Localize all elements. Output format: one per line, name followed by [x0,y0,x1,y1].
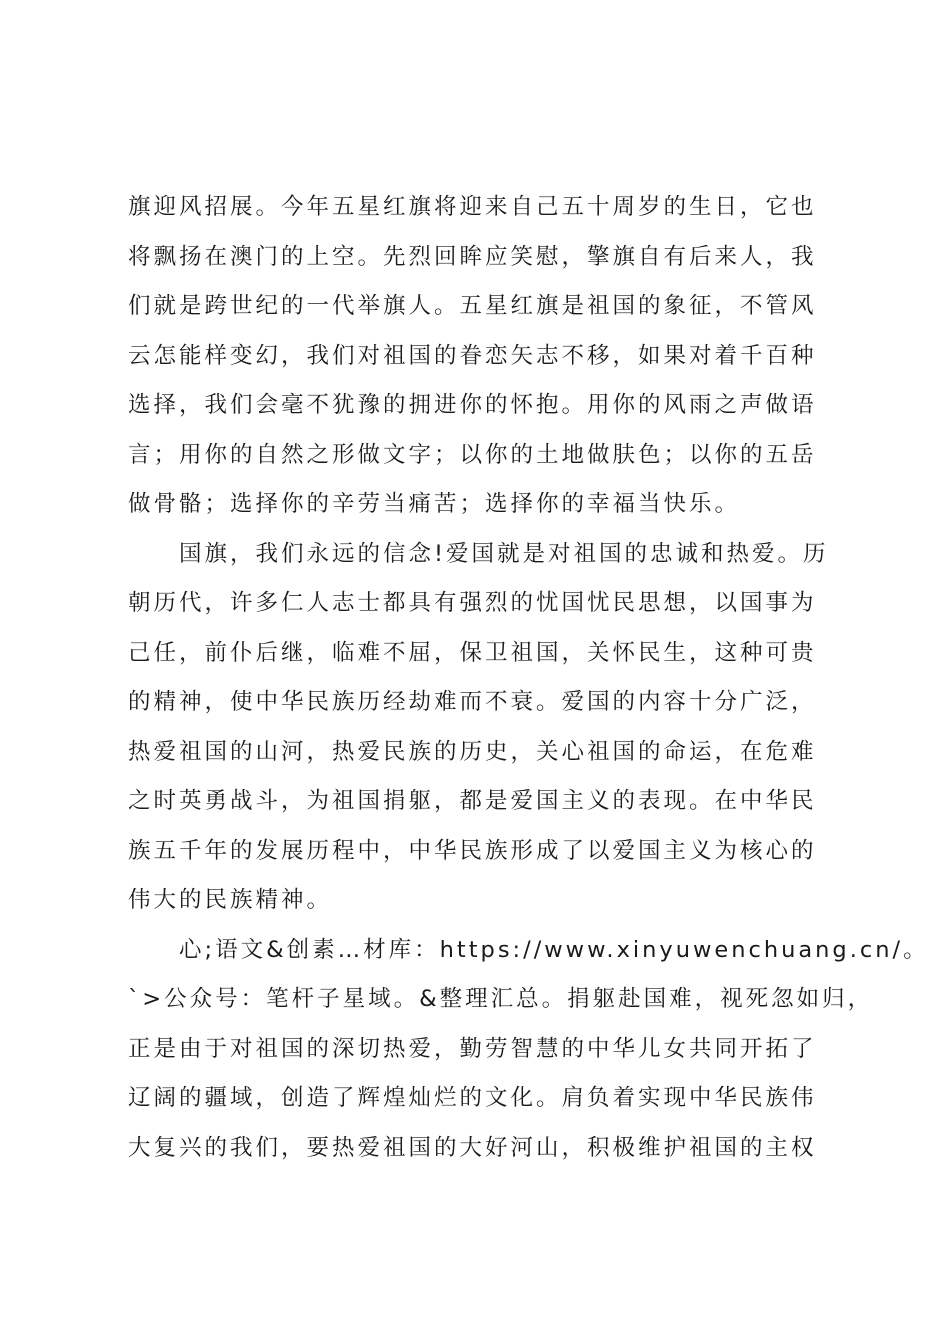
text-line: 己任，前仆后继，临难不屈，保卫祖国，关怀民生，这种可贵 [128,639,817,666]
text-line: 选择，我们会毫不犹豫的拥进你的怀抱。用你的风雨之声做语 [128,392,817,418]
text-line: 热爱祖国的山河，热爱民族的历史，关心祖国的命运，在危难 [128,738,817,765]
text-line: 辽阔的疆域，创造了辉煌灿烂的文化。肩负着实现中华民族伟 [128,1085,817,1111]
text-line: `>公众号：笔杆子星域。&整理汇总。捐躯赴国难，视死忽如归， [128,986,874,1012]
text-line: 之时英勇战斗，为祖国捐躯，都是爱国主义的表现。在中华民 [128,788,817,814]
text-line: 们就是跨世纪的一代举旗人。五星红旗是祖国的象征，不管风 [128,293,817,319]
text-line: 做骨骼；选择你的辛劳当痛苦；选择你的幸福当快乐。 [128,491,741,517]
text-line: 族五千年的发展历程中，中华民族形成了以爱国主义为核心的 [128,837,817,864]
text-line: 伟大的民族精神。 [128,887,333,913]
body-text [128,183,929,1173]
text-line: 正是由于对祖国的深切热爱，勤劳智慧的中华儿女共同开拓了 [128,1035,817,1062]
text-line: 朝历代，许多仁人志士都具有强烈的忧国忧民思想，以国事为 [128,590,817,616]
text-line: 国旗，我们永远的信念!爱国就是对祖国的忠诚和热爱。历 [128,540,829,567]
text-line: 的精神，使中华民族历经劫难而不衰。爱国的内容十分广泛， [128,689,817,715]
text-line: 大复兴的我们，要热爱祖国的大好河山，积极维护祖国的主权 [128,1134,817,1161]
text-line: 将飘扬在澳门的上空。先烈回眸应笑慰，擎旗自有后来人，我 [128,243,817,270]
text-line: 言；用你的自然之形做文字；以你的土地做肤色；以你的五岳 [128,441,817,468]
text-line: 云怎能样变幻，我们对祖国的眷恋矢志不移，如果对着千百种 [128,342,817,369]
text-line: 心;语文&创素…材库：https://www.xinyuwenchuang.cn/。 [128,936,929,963]
text-line: 旗迎风招展。今年五星红旗将迎来自己五十周岁的生日，它也 [128,194,817,220]
